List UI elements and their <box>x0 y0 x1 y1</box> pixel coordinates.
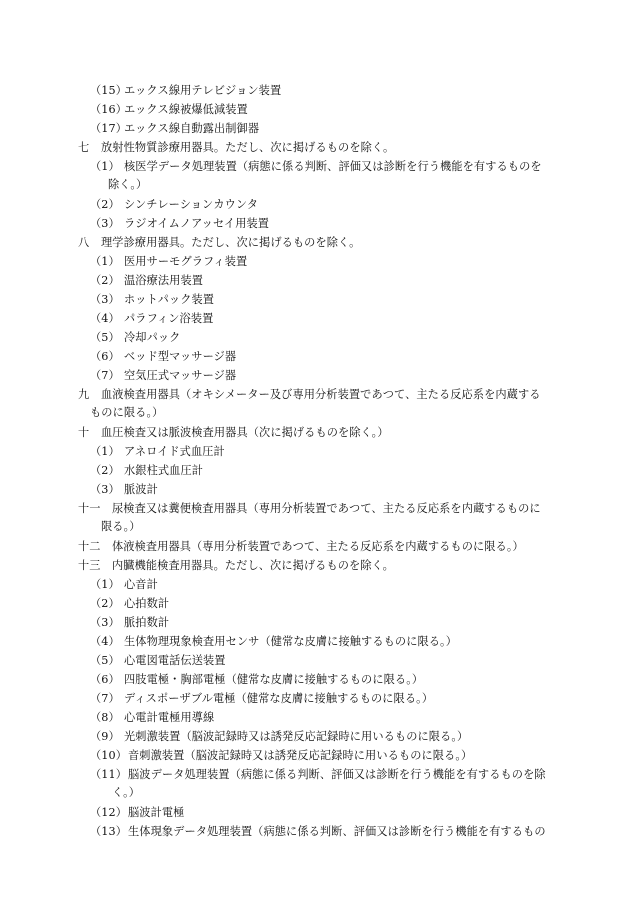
item-text: 脳波データ処理装置（病態に係る判断、評価又は診断を行う機能を有するものを除 <box>128 768 546 781</box>
item-text: 生体物理現象検査用センサ（健常な皮膚に接触するものに限る。） <box>124 635 458 648</box>
item-text: 心電計電極用導線 <box>124 711 215 724</box>
item-number: （6） <box>90 673 120 686</box>
item-number: （12） <box>90 806 128 819</box>
item-number: （1） <box>90 255 120 268</box>
item-number: （7） <box>90 692 120 705</box>
item-text: 脈拍数計 <box>124 616 170 629</box>
section-text: 血液検査用器具（オキシメーター及び専用分析装置であつて、主たる反応系を内蔵する <box>101 388 541 401</box>
section-number: 十三 <box>78 559 101 572</box>
item-number: （3） <box>90 217 120 230</box>
item-text: 除く。） <box>108 178 148 191</box>
item-number: （4） <box>90 635 120 648</box>
item-number: （2） <box>90 464 120 477</box>
item-text: ラジオイムノアッセイ用装置 <box>124 217 270 230</box>
item-number: （17） <box>90 122 128 135</box>
item-number: （10） <box>90 749 128 762</box>
item-number: （8） <box>90 711 120 724</box>
item-text: 医用サーモグラフィ装置 <box>124 255 248 268</box>
item-text: 生体現象データ処理装置（病態に係る判断、評価又は診断を行う機能を有するもの <box>128 825 546 838</box>
item-number: （6） <box>90 350 120 363</box>
item-number: （15） <box>90 84 128 97</box>
section-text: 理学診療用器具。ただし、次に掲げるものを除く。 <box>101 236 361 249</box>
item-number: （3） <box>90 483 120 496</box>
section-number: 九 <box>78 388 90 401</box>
item-text: 温浴療法用装置 <box>124 274 204 287</box>
item-text: 冷却パック <box>124 331 181 344</box>
item-text: 心音計 <box>124 578 158 591</box>
section-number: 十二 <box>78 540 101 553</box>
item-text: パラフィン浴装置 <box>124 312 214 325</box>
item-text: 四肢電極・胸部電極（健常な皮膚に接触するものに限る。） <box>124 673 424 686</box>
item-text: 脳波計電極 <box>128 806 185 819</box>
section-text: ものに限る。） <box>90 406 164 419</box>
item-text: 心拍数計 <box>124 597 170 610</box>
item-text: アネロイド式血圧計 <box>124 445 225 458</box>
section-text: 限る。） <box>101 520 141 533</box>
item-text: 核医学データ処理装置（病態に係る判断、評価又は診断を行う機能を有するものを <box>124 160 542 173</box>
section-text: 放射性物質診療用器具。ただし、次に掲げるものを除く。 <box>101 141 395 154</box>
section-text: 尿検査又は糞便検査用器具（専用分析装置であつて、主たる反応系を内蔵するものに <box>112 502 541 515</box>
item-number: （1） <box>90 445 120 458</box>
item-number: （2） <box>90 198 120 211</box>
item-number: （4） <box>90 312 120 325</box>
section-text: 血圧検査又は脈波検査用器具（次に掲げるものを除く。） <box>101 426 389 439</box>
item-text: エックス線自動露出制御器 <box>124 122 260 135</box>
item-text: エックス線用テレビジョン装置 <box>124 84 282 97</box>
section-number: 十一 <box>78 502 101 515</box>
item-number: （9） <box>90 730 120 743</box>
section-text: 内臓機能検査用器具。ただし、次に掲げるものを除く。 <box>112 559 394 572</box>
section-text: 体液検査用器具（専用分析装置であつて、主たる反応系を内蔵するものに限る。） <box>112 540 524 553</box>
item-number: （5） <box>90 331 120 344</box>
item-text: ベッド型マッサージ器 <box>124 350 237 363</box>
item-text: 光刺激装置（脳波記録時又は誘発反応記録時に用いるものに限る。） <box>124 730 469 743</box>
section-number: 七 <box>78 141 90 154</box>
item-text: 脈波計 <box>124 483 158 496</box>
section-number: 十 <box>78 426 90 439</box>
item-text: 心電図電話伝送装置 <box>124 654 226 667</box>
item-text: 水銀柱式血圧計 <box>124 464 204 477</box>
item-number: （2） <box>90 274 120 287</box>
section-number: 八 <box>78 236 90 249</box>
item-number: （3） <box>90 616 120 629</box>
item-number: （1） <box>90 160 120 173</box>
item-text: シンチレーションカウンタ <box>124 198 259 211</box>
item-number: （16） <box>90 103 128 116</box>
item-number: （3） <box>90 293 120 306</box>
item-number: （13） <box>90 825 128 838</box>
item-number: （7） <box>90 369 120 382</box>
item-text: く。） <box>112 786 141 799</box>
item-text: 空気圧式マッサージ器 <box>124 369 237 382</box>
item-number: （2） <box>90 597 120 610</box>
item-number: （11） <box>90 768 128 781</box>
item-number: （1） <box>90 578 120 591</box>
item-text: ホットパック装置 <box>124 293 215 306</box>
item-number: （5） <box>90 654 120 667</box>
item-text: 音刺激装置（脳波記録時又は誘発反応記録時に用いるものに限る。） <box>128 749 473 762</box>
item-text: ディスポーザブル電極（健常な皮膚に接触するものに限る。） <box>124 692 434 705</box>
item-text: エックス線被爆低減装置 <box>124 103 248 116</box>
